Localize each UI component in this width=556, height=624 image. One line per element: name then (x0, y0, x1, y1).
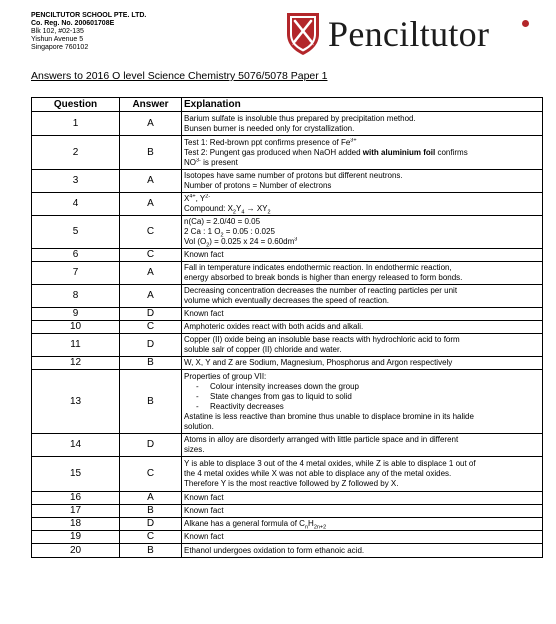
answer-letter: C (120, 216, 182, 249)
explanation-line: W, X, Y and Z are Sodium, Magnesium, Phosphorus and Argon respectively (184, 358, 453, 367)
question-number: 11 (32, 334, 120, 357)
explanation-line: Bunsen burner is needed only for crystallization. (184, 123, 355, 133)
explanation-line: Astatine is less reactive than bromine thus unable to displace bromine in its halide (184, 411, 474, 421)
explanation-line (184, 158, 540, 168)
explanation-line (184, 237, 540, 247)
table-row (32, 357, 543, 370)
column-header-answer: Answer (120, 98, 182, 112)
question-number: 2 (32, 136, 120, 170)
answer-letter: D (120, 434, 182, 457)
explanation-cell (182, 518, 543, 531)
explanation-line: Known fact (184, 532, 224, 541)
address-line: Singapore 760102 (31, 44, 89, 51)
explanation-cell (182, 285, 543, 308)
answer-letter: B (120, 505, 182, 518)
answer-letter: D (120, 518, 182, 531)
explanation-line: volume which eventually decreases the speed of reaction. (184, 296, 390, 305)
subscript: 2 (232, 209, 236, 214)
explanation-line: Ethanol undergoes oxidation to form ethanoic acid. (184, 545, 365, 555)
explanation-line: Known fact (184, 506, 224, 515)
table-row (32, 334, 543, 357)
explanation-line: Y is able to displace 3 out of the 4 metal oxides, while Z is able to displace 1 out of (184, 459, 476, 468)
column-header-question: Question (32, 98, 120, 112)
explanation-line (184, 194, 540, 204)
question-number: 10 (32, 321, 120, 334)
explanation-cell (182, 334, 543, 357)
explanation-text: is present (200, 157, 238, 167)
explanation-text: Test 1: Red-brown ppt confirms presence of Fe (184, 137, 351, 147)
explanation-cell (182, 434, 543, 457)
explanation-line: Number of protons = Number of electrons (184, 181, 332, 190)
explanation-text: Alkane has a general formula of C (184, 519, 305, 528)
explanation-line: Atoms in alloy are disorderly arranged with little particle space and in different (184, 435, 459, 444)
explanation-text: Y (235, 204, 242, 213)
explanation-line (184, 148, 540, 158)
explanation-text: = 0.05 : 0.025 (223, 227, 275, 236)
table-row (32, 518, 543, 531)
explanation-line: the 4 metal oxides while X was not able to displace any of the metal oxides. (184, 469, 452, 478)
explanation-cell (182, 370, 543, 434)
logo-wordmark: Penciltutor (328, 14, 490, 54)
question-number: 19 (32, 531, 120, 544)
explanation-line: Therefore Y is the most reactive followed by Z followed by X. (184, 479, 399, 488)
explanation-text: ) = 0.025 x 24 = 0.60dm (209, 237, 295, 246)
explanation-line (184, 227, 540, 237)
answer-letter: B (120, 136, 182, 170)
explanation-cell (182, 492, 543, 505)
explanation-cell (182, 531, 543, 544)
question-number: 3 (32, 170, 120, 193)
explanation-line: Known fact (184, 493, 224, 502)
page-title: Answers to 2016 O level Science Chemistry 5076/5078 Paper 1 (31, 70, 328, 82)
explanation-line: Known fact (184, 309, 224, 318)
bold-text: with aluminium foil (362, 147, 436, 157)
explanation-line: solution. (184, 421, 214, 431)
table-row (32, 308, 543, 321)
explanation-cell (182, 457, 543, 492)
pencil-shield-icon (283, 10, 323, 56)
superscript: 3- (196, 157, 201, 163)
explanation-line: Amphoteric oxides react with both acids and alkali. (184, 322, 364, 331)
table-row (32, 193, 543, 216)
subscript: 2n+2 (313, 524, 327, 529)
table-row (32, 136, 543, 170)
explanation-line: soluble salr of copper (II) chloride and water. (184, 345, 342, 354)
explanation-line: Properties of group VII: (184, 371, 267, 381)
answer-letter: B (120, 544, 182, 558)
table-row (32, 531, 543, 544)
explanation-text: 2 Ca : 1 O (184, 227, 221, 236)
subscript: 2 (206, 242, 210, 247)
address-line: Blk 102, #02-135 (31, 28, 84, 35)
explanation-text: H (308, 519, 314, 528)
explanation-text: Vol (O (184, 237, 207, 246)
explanation-cell (182, 249, 543, 262)
table-row (32, 170, 543, 193)
school-name: PENCILTUTOR SCHOOL PTE. LTD. (31, 12, 147, 19)
explanation-text: Test 2: Pungent gas produced when NaOH added (184, 147, 363, 157)
answer-letter: A (120, 170, 182, 193)
table-row (32, 370, 543, 434)
explanation-line (184, 204, 540, 214)
question-number: 4 (32, 193, 120, 216)
table-header-row (32, 98, 543, 112)
answer-letter: D (120, 334, 182, 357)
explanation-line: Decreasing concentration decreases the number of reacting particles per unit (184, 286, 458, 295)
explanation-cell (182, 357, 543, 370)
explanation-cell (182, 216, 543, 249)
registered-mark-icon (522, 20, 529, 27)
explanation-cell (182, 262, 543, 285)
explanation-text: NO (184, 157, 196, 167)
question-number: 1 (32, 112, 120, 136)
explanation-cell (182, 136, 543, 170)
table-row (32, 216, 543, 249)
question-number: 6 (32, 249, 120, 262)
answer-letter: C (120, 531, 182, 544)
answer-letter: A (120, 492, 182, 505)
table-row (32, 249, 543, 262)
answer-letter: A (120, 193, 182, 216)
explanation-text: → XY (244, 204, 268, 213)
answer-letter: C (120, 249, 182, 262)
superscript: 2- (205, 194, 211, 200)
penciltutor-logo (283, 10, 545, 58)
table-row (32, 492, 543, 505)
subscript: 4 (241, 209, 245, 214)
answers-table (31, 97, 543, 558)
bullet-item: - Reactivity decreases (184, 402, 540, 412)
explanation-text: , Y (195, 194, 206, 203)
table-row (32, 321, 543, 334)
table-row (32, 544, 543, 558)
question-number: 5 (32, 216, 120, 249)
question-number: 8 (32, 285, 120, 308)
answer-letter: A (120, 285, 182, 308)
question-number: 16 (32, 492, 120, 505)
explanation-line: Barium sulfate is insoluble thus prepared by precipitation method. (184, 113, 416, 123)
explanation-text: Compound: X (184, 204, 233, 213)
explanation-line: sizes. (184, 445, 205, 454)
question-number: 17 (32, 505, 120, 518)
explanation-line: Isotopes have same number of protons but different neutrons. (184, 171, 403, 180)
explanation-line: Copper (II) oxide being an insoluble base reacts with hydrochloric acid to form (184, 335, 460, 344)
answer-letter: C (120, 457, 182, 492)
answer-letter: D (120, 308, 182, 321)
explanation-line: energy absorbed to break bonds is higher than energy released to form bonds. (184, 273, 463, 282)
explanation-cell (182, 170, 543, 193)
explanation-cell (182, 308, 543, 321)
question-number: 9 (32, 308, 120, 321)
bullet-item: - State changes from gas to liquid to solid (184, 392, 540, 402)
question-number: 7 (32, 262, 120, 285)
explanation-cell (182, 112, 543, 136)
explanation-line: Known fact (184, 250, 224, 259)
question-number: 20 (32, 544, 120, 558)
address-line: Yishun Avenue 5 (31, 36, 84, 43)
explanation-text: X (184, 194, 190, 203)
explanation-line (184, 138, 540, 148)
explanation-cell (182, 193, 543, 216)
superscript: 4+ (189, 194, 196, 200)
subscript: 2 (267, 209, 271, 214)
subscript: n (304, 524, 309, 529)
question-number: 14 (32, 434, 120, 457)
question-number: 15 (32, 457, 120, 492)
column-header-explanation: Explanation (182, 98, 543, 112)
explanation-cell (182, 321, 543, 334)
answer-letter: B (120, 370, 182, 434)
explanation-line: n(Ca) = 2.0/40 = 0.05 (184, 217, 261, 226)
school-info (31, 12, 146, 52)
subscript: 2 (220, 232, 224, 237)
explanation-line (184, 519, 540, 529)
table-row (32, 505, 543, 518)
table-row (32, 434, 543, 457)
question-number: 13 (32, 370, 120, 434)
bullet-item: - Colour intensity increases down the group (184, 382, 540, 392)
table-row (32, 457, 543, 492)
explanation-cell (182, 544, 543, 558)
table-row (32, 112, 543, 136)
question-number: 18 (32, 518, 120, 531)
superscript: 3+ (350, 137, 357, 143)
table-row (32, 262, 543, 285)
registration-number: Co. Reg. No. 200601708E (31, 20, 115, 27)
explanation-cell (182, 505, 543, 518)
answer-letter: B (120, 357, 182, 370)
explanation-text: confirms (435, 147, 468, 157)
question-number: 12 (32, 357, 120, 370)
answer-letter: A (120, 262, 182, 285)
table-row (32, 285, 543, 308)
explanation-line: Fall in temperature indicates endothermic reaction. In endothermic reaction, (184, 263, 452, 272)
answer-letter: A (120, 112, 182, 136)
answer-letter: C (120, 321, 182, 334)
superscript: 3 (294, 237, 298, 243)
